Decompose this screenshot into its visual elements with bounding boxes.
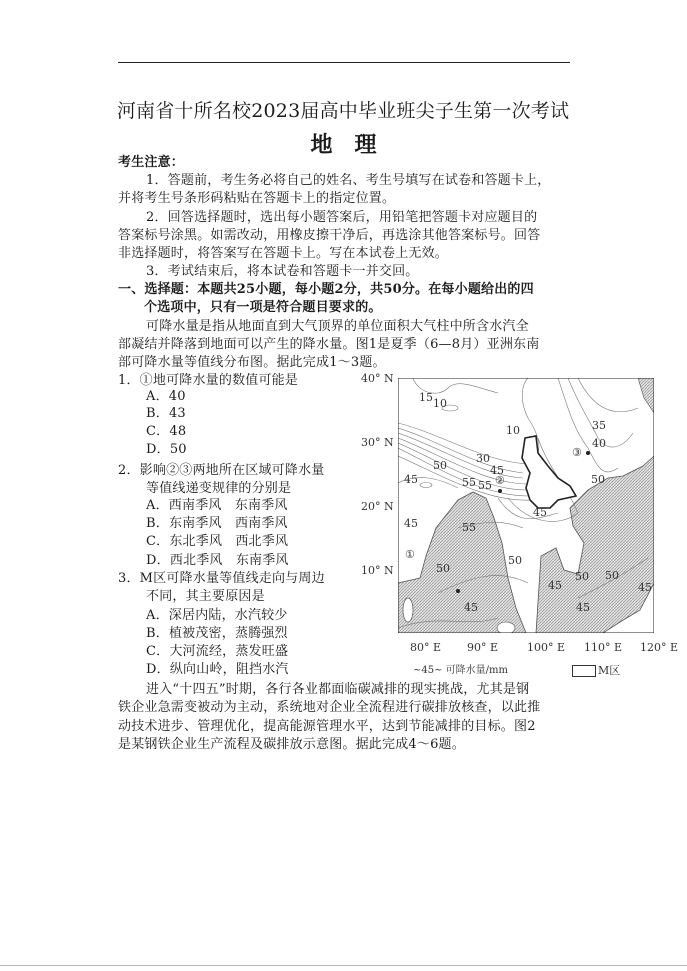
legend-m-region: M区 <box>598 664 621 677</box>
top-rule <box>118 62 570 63</box>
point-label-2: ② <box>495 474 505 487</box>
question-3-option-a: A．深居内陆，水汽较少 <box>146 608 288 623</box>
lat-label-30n: 30° N <box>361 436 394 449</box>
contour-label: 45 <box>638 581 652 594</box>
contour-label: 15 <box>419 391 433 404</box>
contour-label: 10 <box>506 424 520 437</box>
notice-line: 非选择题时，将答案写在答题卡上。写在本试卷上无效。 <box>118 246 449 261</box>
contour-label: 50 <box>575 570 589 583</box>
point-1-dot <box>456 589 460 593</box>
contour-label: 35 <box>592 419 606 432</box>
lon-label-100e: 100° E <box>527 641 566 654</box>
question-3-option-b: B．植被茂密，蒸腾强烈 <box>146 626 288 641</box>
question-1-option-a: A．40 <box>146 389 186 404</box>
point-label-3: ③ <box>572 446 582 459</box>
question-3-stem: 3．M区可降水量等值线走向与周边 <box>118 571 325 586</box>
question-3-stem: 不同，其主要原因是 <box>146 589 265 604</box>
notice-line: 1．答题前，考生务必将自己的姓名、考生号填写在试卷和答题卡上， <box>146 173 551 188</box>
paragraph-line: 动技术进步、管理优化，提高能源管理水平，达到节能减排的目标。图2 <box>118 719 536 734</box>
exam-title: 河南省十所名校2023届高中毕业班尖子生第一次考试 <box>116 100 570 122</box>
paragraph-line: 进入“十四五”时期，各行各业都面临碳减排的现实挑战，尤其是钢 <box>146 682 530 697</box>
contour-label: 40 <box>592 437 606 450</box>
paragraph-line: 铁企业急需变被动为主动，系统地对企业全流程进行碳排放核查，以此推 <box>118 700 541 715</box>
lon-label-120e: 120° E <box>640 641 679 654</box>
contour-label: 45 <box>404 517 418 530</box>
contour-label: 55 <box>462 476 476 489</box>
contour-label: 50 <box>433 459 447 472</box>
contour-label: 45 <box>404 473 418 486</box>
legend-m-region-swatch <box>572 665 596 677</box>
contour-label: 45 <box>576 601 590 614</box>
notice-line: 并将考生号条形码粘贴在答题卡上的指定位置。 <box>118 191 396 206</box>
intro-line: 可降水量是指从地面直到大气顶界的单位面积大气柱中所含水汽全 <box>146 319 529 334</box>
question-2-option-d: D．西北季风 东南季风 <box>146 553 289 568</box>
lon-label-110e: 110° E <box>584 641 623 654</box>
lat-label-10n: 10° N <box>361 564 394 577</box>
question-1-option-c: C．48 <box>146 424 187 439</box>
question-3-option-c: C．大河流经，蒸发旺盛 <box>146 644 289 659</box>
intro-line: 部可降水量等值线分布图。据此完成1～3题。 <box>118 355 386 370</box>
contour-label: 30 <box>476 452 490 465</box>
page-bottom-edge <box>0 965 687 966</box>
question-1-option-d: D．50 <box>146 442 187 457</box>
question-1-stem: 1．①地可降水量的数值可能是 <box>118 373 299 388</box>
question-3-option-d: D．纵向山岭，阻挡水汽 <box>146 662 289 677</box>
notice-line: 3．考试结束后，将本试卷和答题卡一并交回。 <box>146 264 419 279</box>
contour-label: 45 <box>533 506 547 519</box>
intro-line: 部凝结并降落到地面可以产生的降水量。图1是夏季（6—8月）亚洲东南 <box>118 337 540 352</box>
lon-label-80e: 80° E <box>410 641 442 654</box>
notice-line: 答案标号涂黑。如需改动，用橡皮擦干净后，再选涂其他答案标号。回答 <box>118 228 541 243</box>
contour-label: 10 <box>433 397 447 410</box>
question-2-option-c: C．东北季风 西北季风 <box>146 534 289 549</box>
point-2-dot <box>498 489 502 493</box>
lat-label-20n: 20° N <box>361 500 394 513</box>
notice-line: 2．回答选择题时，选出每小题答案后，用铅笔把答题卡对应题目的 <box>146 210 538 225</box>
question-2-option-a: A．西南季风 东南季风 <box>146 498 288 513</box>
contour-label: 50 <box>605 569 619 582</box>
contour-label: 55 <box>478 479 492 492</box>
contour-label: 45 <box>464 601 478 614</box>
question-2-stem: 2．影响②③两地所在区域可降水量 <box>118 463 325 478</box>
contour-label: 50 <box>436 562 450 575</box>
contour-label: 45 <box>548 579 562 592</box>
question-2-stem: 等值线递变规律的分别是 <box>146 481 292 496</box>
point-3-dot <box>586 451 590 455</box>
section-heading: 一、选择题：本题共25小题，每小题2分，共50分。在每小题给出的四 <box>118 282 534 297</box>
legend-contour: ~45~ 可降水量/mm <box>413 665 508 676</box>
contour-label: 50 <box>508 554 522 567</box>
paragraph-line: 是某钢铁企业生产流程及碳排放示意图。据此完成4～6题。 <box>118 737 465 752</box>
point-label-1: ① <box>405 548 415 561</box>
contour-label: 45 <box>490 464 504 477</box>
subject-title: 地 理 <box>310 133 377 158</box>
section-heading: 个选项中，只有一项是符合题目要求的。 <box>144 300 382 315</box>
precipitable-water-map <box>398 378 654 633</box>
question-2-option-b: B．东南季风 西南季风 <box>146 516 288 531</box>
lat-label-40n: 40° N <box>361 372 394 385</box>
question-1-option-b: B．43 <box>146 406 186 421</box>
lon-label-90e: 90° E <box>467 641 499 654</box>
contour-label: 50 <box>591 473 605 486</box>
notice-heading: 考生注意： <box>118 155 185 170</box>
contour-label: 55 <box>462 521 476 534</box>
